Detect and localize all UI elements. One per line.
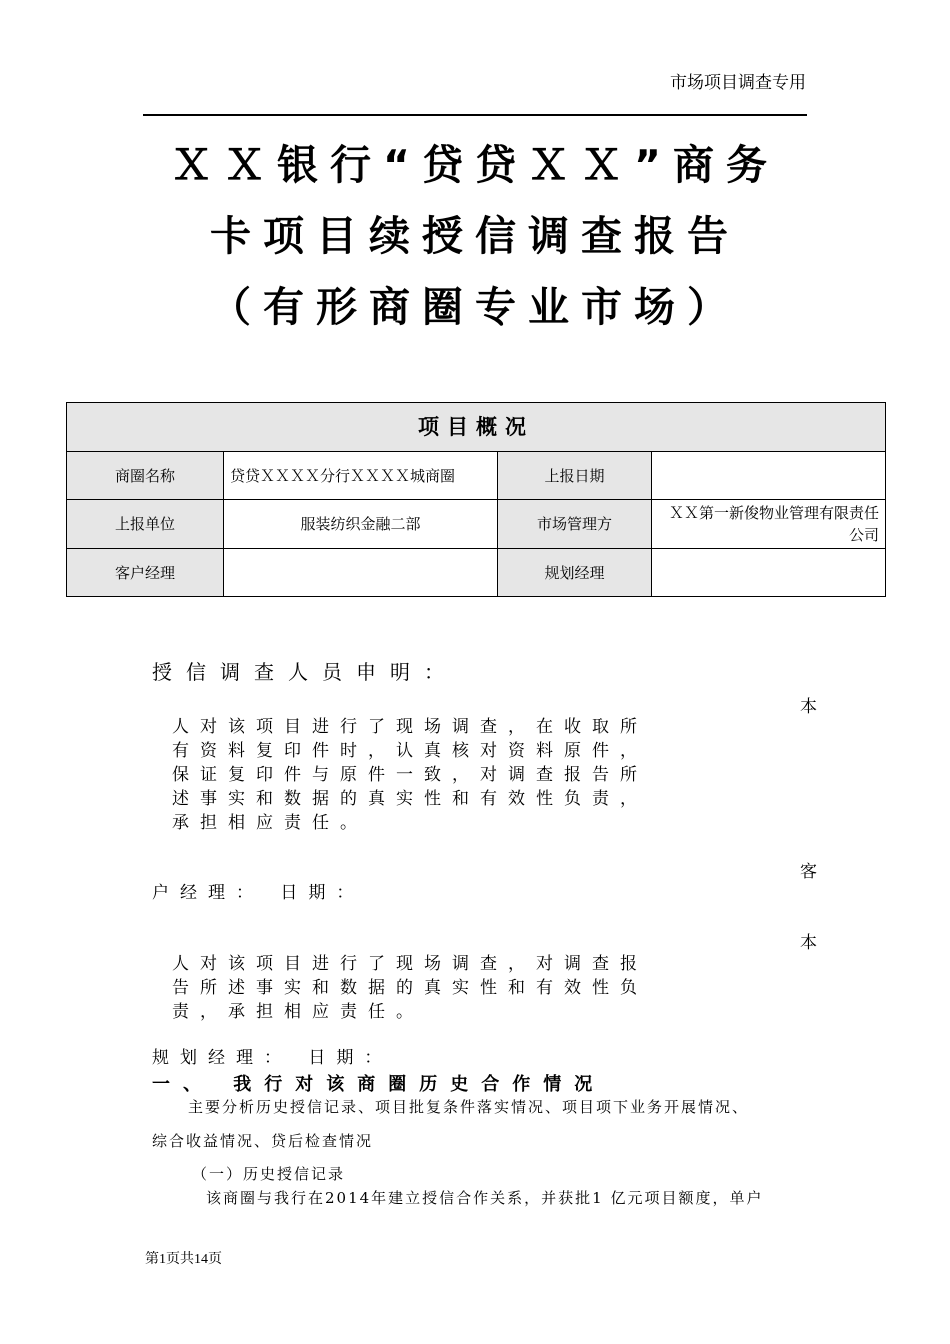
section-1-heading: 一、 我行对该商圈历史合作情况 [152, 1074, 606, 1095]
table-row [67, 549, 886, 597]
declaration-paragraph-2 [172, 952, 648, 1024]
report-title-line-2: 卡项目续授信调查报告 [210, 212, 740, 260]
customer-manager-sign-start: 客 [800, 862, 817, 882]
text-line: 告所述事实和数据的真实性和有效性负 [172, 978, 648, 998]
declaration-p2-start: 本 [800, 933, 817, 953]
section-1-intro-line-2: 综合收益情况、贷后检查情况 [152, 1132, 374, 1150]
text-line: 承担相应责任。 [172, 813, 368, 833]
project-overview-table [66, 402, 886, 597]
label-report-date: 上报日期 [498, 452, 652, 500]
value-report-date [652, 452, 886, 500]
text-line: 人对该项目进行了现场调查，对调查报 [172, 954, 648, 974]
text-line: 责，承担相应责任。 [172, 1002, 424, 1022]
value-planning-manager [652, 549, 886, 597]
text-line: 保证复印件与原件一致，对调查报告所 [172, 765, 648, 785]
header-tag: 市场项目调查专用 [670, 73, 806, 93]
declaration-paragraph-1 [172, 715, 648, 835]
label-customer-manager: 客户经理 [67, 549, 224, 597]
label-market-manager: 市场管理方 [498, 500, 652, 549]
overview-heading: 项目概况 [67, 403, 886, 452]
declaration-title: 授信调查人员申明： [152, 660, 458, 684]
customer-manager-sign-line: 户经理： 日期： [152, 883, 365, 903]
label-circle-name: 商圈名称 [67, 452, 224, 500]
label-planning-manager: 规划经理 [498, 549, 652, 597]
label-report-unit: 上报单位 [67, 500, 224, 549]
value-customer-manager [224, 549, 498, 597]
subsection-1-heading: （一）历史授信记录 [192, 1165, 346, 1183]
subsection-1-text: 该商圈与我行在2014年建立授信合作关系，并获批1 亿元项目额度，单户 [206, 1189, 764, 1207]
value-report-unit: 服装纺织金融二部 [224, 500, 498, 549]
declaration-p1-start: 本 [800, 697, 817, 717]
value-circle-name: 贷贷ＸＸＸＸ分行ＸＸＸＸ城商圈 [224, 452, 498, 500]
section-1-intro-line-1: 主要分析历史授信记录、项目批复条件落实情况、项目项下业务开展情况、 [188, 1098, 750, 1116]
text-line: 述事实和数据的真实性和有效性负责， [172, 789, 648, 809]
table-row [67, 452, 886, 500]
report-title-line-3: （有形商圈专业市场） [210, 283, 740, 331]
table-row [67, 500, 886, 549]
header-rule [143, 114, 807, 116]
text-line: 人对该项目进行了现场调查，在收取所 [172, 717, 648, 737]
planning-manager-sign-line: 规划经理： 日期： [152, 1048, 393, 1068]
page-number: 第1页共14页 [145, 1252, 222, 1267]
value-market-manager: ＸＸ第一新俊物业管理有限责任公司 [652, 500, 886, 549]
report-title-line-1: ＸＸ银行“贷贷ＸＸ”商务 [171, 141, 779, 189]
text-line: 有资料复印件时，认真核对资料原件， [172, 741, 648, 761]
